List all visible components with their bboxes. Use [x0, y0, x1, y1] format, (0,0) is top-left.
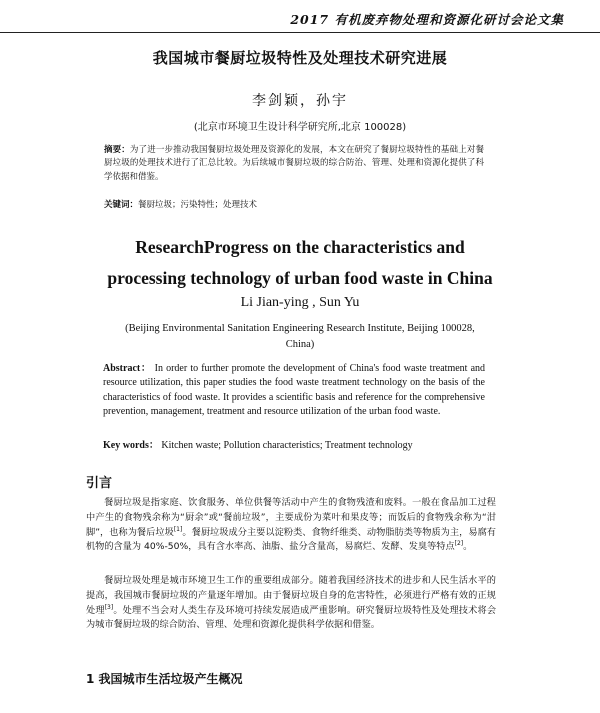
abstract-cn: [104, 144, 484, 184]
citation-ref: [1]: [173, 525, 183, 533]
keywords-cn-text: 餐厨垃圾；污染特性；处理技术: [138, 200, 258, 210]
body-paragraph-1: [86, 496, 496, 555]
abstract-en: [103, 362, 485, 420]
affiliation-cn: (北京市环境卫生设计科学研究所,北京 100028): [193, 122, 407, 133]
keywords-en-text: Kitchen waste; Pollution characteristics; Treatment technology: [161, 440, 413, 451]
para2-text2: 。处理不当会对人类生存及环境可持续发展造成严重影响。研究餐厨垃圾特性及处理技术将会为城市餐厨垃圾的综合防治、管理、处理和资源化提供科学依据和借鉴。: [86, 604, 497, 631]
affiliation-en-line1: (Beijing Environmental Sanitation Engineering Research Institute, Beijing 100028,: [125, 323, 475, 334]
authors-cn: 李剑颖，孙宇: [252, 93, 348, 109]
para1-text3: 。: [463, 541, 473, 553]
abstract-en-label: Abstract：: [103, 363, 152, 374]
keywords-cn: [104, 198, 484, 210]
section-heading-1: 1 我国城市生活垃圾产生概况: [86, 672, 243, 686]
running-title: 2017 有机废弃物处理和资源化研讨会论文集: [290, 12, 564, 27]
para1-text2: 。餐厨垃圾成分主要以淀粉类、食物纤维类、动物脂肪类等物质为主，易腐有机物的含量为 40%-50%，具有含水率高、油脂、盐分含量高，易腐烂、发酵、发臭等特点: [86, 526, 496, 553]
authors-en: Li Jian-ying , Sun Yu: [240, 295, 360, 310]
abstract-en-text: In order to further promote the development of China's food waste treatment and resource utilization, this paper studies the food waste treatment technology on the basis of the characteristics of food waste. It provides a scientific basis and reference for the comprehensive prevention, management, treatment and resource utilization of the urban food waste.: [103, 363, 486, 418]
citation-ref: [3]: [104, 603, 114, 611]
body-paragraph-2: [86, 574, 496, 633]
paper-title-en: [0, 232, 600, 294]
citation-ref: [2]: [454, 540, 464, 548]
affiliation-en: [112, 321, 488, 353]
paper-title-en-line1: ResearchProgress on the characteristics and: [135, 237, 465, 257]
abstract-cn-text: 为了进一步推动我国餐厨垃圾处理及资源化的发展，本文在研究了餐厨垃圾特性的基础上对餐厨垃圾的处理技术进行了汇总比较。为后续城市餐厨垃圾的综合防治、管理、处理和资源化提供了科学依据和借鉴。: [104, 145, 484, 182]
affiliation-en-line2: China): [285, 339, 315, 350]
keywords-en: [103, 436, 485, 451]
para2-text: 餐厨垃圾处理是城市环境卫生工作的重要组成部分。随着我国经济技术的进步和人民生活水平的提高，我国城市餐厨垃圾的产量逐年增加。由于餐厨垃圾自身的危害特性，必须进行严格有效的正规处理: [86, 575, 496, 616]
paper-title-en-line2: processing technology of urban food waste in China: [107, 268, 493, 288]
section-heading-intro: 引言: [86, 476, 113, 491]
keywords-en-label: Key words：: [103, 440, 159, 451]
keywords-cn-label: 关键词：: [104, 200, 139, 210]
abstract-cn-label: 摘要：: [104, 145, 130, 155]
para1-text: 餐厨垃圾是指家庭、饮食服务、单位供餐等活动中产生的食物残渣和废料。一般在食品加工过程中产生的食物残余称为“厨余”或“餐前垃圾”，主要成份为菜叶和果皮等；而饭后的食物残余称为“泔脚”，也称为餐后垃圾: [86, 497, 496, 538]
paper-title-cn: 我国城市餐厨垃圾特性及处理技术研究进展: [152, 49, 448, 67]
